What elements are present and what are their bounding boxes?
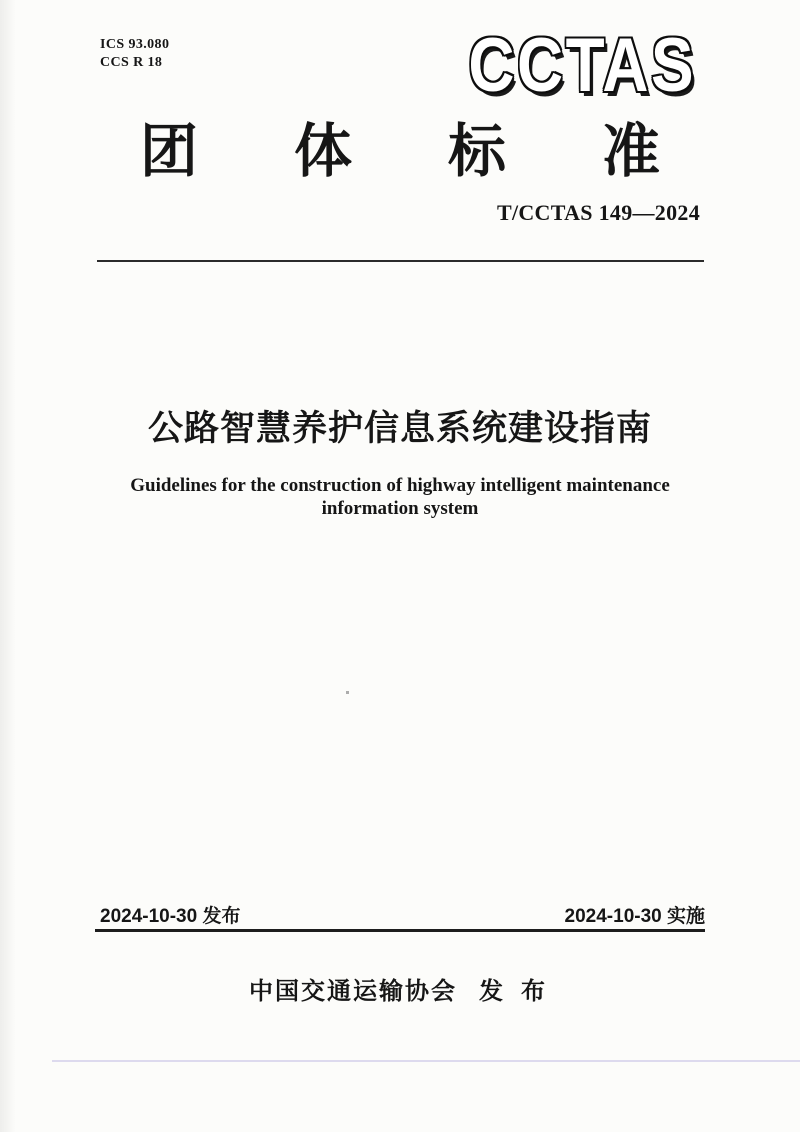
standard-type-char: 体 — [293, 119, 352, 184]
standard-type-char: 团 — [140, 119, 199, 184]
implementation-date: 2024-10-30 实施 — [564, 906, 705, 927]
cctas-logo: CCTAS — [468, 23, 696, 108]
dates-row — [100, 901, 705, 928]
scan-speck — [346, 691, 349, 694]
issue-date: 2024-10-30 发布 — [100, 906, 241, 927]
standard-number: T/CCTAS 149—2024 — [496, 200, 700, 225]
ccs-code: CCS R 18 — [100, 55, 163, 70]
page-title: 公路智慧养护信息系统建设指南 — [147, 409, 652, 448]
ics-code: ICS 93.080 — [100, 37, 170, 52]
publisher-action: 发 布 — [479, 979, 551, 1005]
standard-type-char: 标 — [447, 119, 506, 184]
classification-codes — [100, 36, 169, 72]
scan-artifact-line — [52, 1060, 800, 1062]
publisher-row — [0, 971, 800, 1006]
page-title-english — [0, 474, 800, 520]
title-english-line2: information system — [321, 498, 479, 519]
standard-type-char: 准 — [601, 119, 660, 184]
footer-divider — [95, 929, 705, 932]
header-divider — [97, 260, 704, 262]
publisher-name: 中国交通运输协会 — [249, 979, 457, 1005]
standard-type-heading — [140, 120, 660, 184]
title-english-line1: Guidelines for the construction of highway intelligent maintenance — [130, 475, 670, 496]
